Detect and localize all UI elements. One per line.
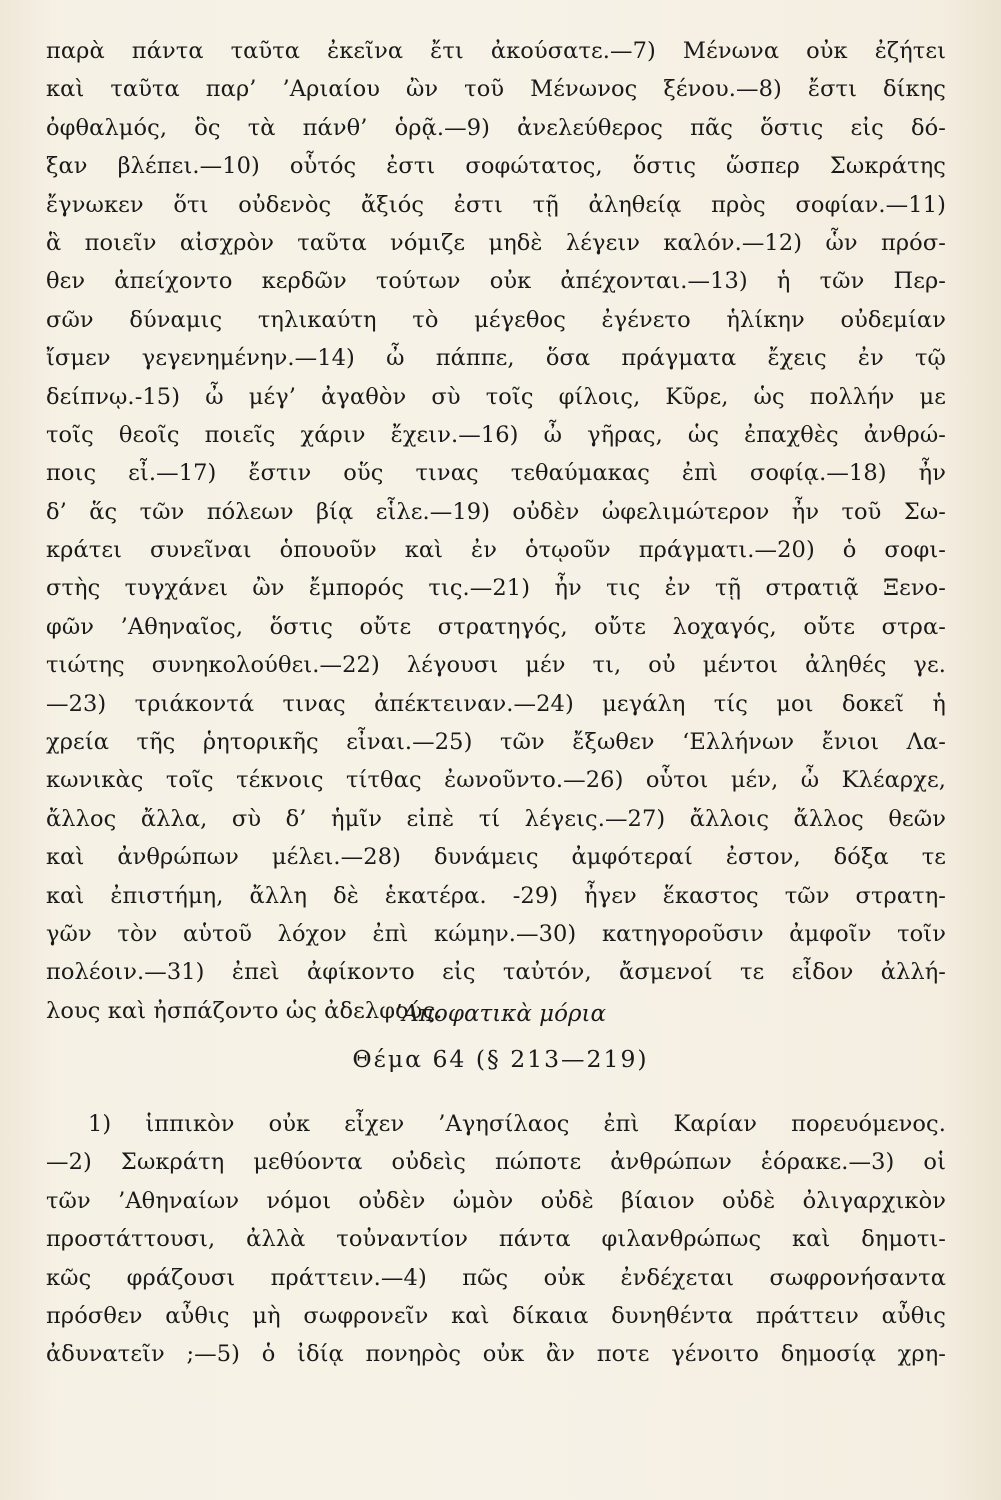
text-line: ἔγνωκεν ὅτι οὐδενὸς ἄξιός ἐστι τῇ ἀληθείᾳ πρὸς σοφίαν.—11) xyxy=(46,191,946,218)
text-line: τιώτης συνηκολούθει.—22) λέγουσι μέν τι, οὐ μέντοι ἀληθές γε. xyxy=(46,652,946,679)
text-line: παρὰ πάντα ταῦτα ἐκεῖνα ἔτι ἀκούσατε.—7) Μένωνα οὐκ ἐζήτει xyxy=(46,38,946,64)
text-line: κῶς φράζουσι πράττειν.—4) πῶς οὐκ ἐνδέχεται σωφρονήσαντα xyxy=(46,1264,946,1291)
text-line: πρόσθεν αὖθις μὴ σωφρονεῖν καὶ δίκαια δυνηθέντα πράττειν αὖθις xyxy=(46,1302,946,1329)
text-line: ὀφθαλμός, ὃς τὰ πάνθ’ ὁρᾷ.—9) ἀνελεύθερος πᾶς ὅστις εἰς δό- xyxy=(46,114,946,141)
text-line: καὶ ἀνθρώπων μέλει.—28) δυνάμεις ἀμφότεραί ἐστον, δόξα τε xyxy=(46,844,946,871)
text-line: ἄλλος ἄλλα, σὺ δ’ ἡμῖν εἰπὲ τί λέγεις.—27) ἄλλοις ἄλλος θεῶν xyxy=(46,805,946,832)
text-line: χρεία τῆς ῥητορικῆς εἶναι.—25) τῶν ἔξωθεν ‘Ελλήνων ἔνιοι Λα- xyxy=(46,729,946,756)
text-line: φῶν ’Αθηναῖος, ὅστις οὔτε στρατηγός, οὔτε λοχαγός, οὔτε στρα- xyxy=(46,613,946,640)
section-heading: ’Αποφατικὰ μόρια xyxy=(394,1001,607,1027)
text-line: στὴς τυγχάνει ὢν ἔμπορός τις.—21) ἦν τις ἐν τῇ στρατιᾷ Ξενο- xyxy=(46,575,946,602)
text-line: κωνικὰς τοῖς τέκνοις τίτθας ἐωνοῦντο.—26) οὗτοι μέν, ὦ Κλέαρχε, xyxy=(46,767,946,794)
text-line: θεν ἀπείχοντο κερδῶν τούτων οὐκ ἀπέχονται.—13) ἡ τῶν Περ- xyxy=(46,268,946,295)
text-line: καὶ ταῦτα παρ’ ’Αριαίου ὢν τοῦ Μένωνος ξένου.—8) ἔστι δίκης xyxy=(46,76,946,103)
text-line: τῶν ’Αθηναίων νόμοι οὐδὲν ὠμὸν οὐδὲ βίαιον οὐδὲ ὀλιγαρχικὸν xyxy=(46,1187,946,1214)
text-line: καὶ ἐπιστήμη, ἄλλη δὲ ἑκατέρα. -29) ἦγεν ἕκαστος τῶν στρατη- xyxy=(46,882,946,909)
text-line: πολέοιν.—31) ἐπεὶ ἀφίκοντο εἰς ταὐτόν, ἄσμενοί τε εἶδον ἀλλή- xyxy=(46,959,946,986)
theme-heading: Θέμα 64 (§ 213—219) xyxy=(352,1045,649,1073)
text-line: προστάττουσι, ἀλλὰ τοὐναντίον πάντα φιλανθρώπως καὶ δημοτι- xyxy=(46,1226,946,1253)
text-line: 1) ἱππικὸν οὐκ εἶχεν ’Αγησίλαος ἐπὶ Καρίαν πορευόμενος. xyxy=(88,1111,946,1137)
text-line: σῶν δύναμις τηλικαύτη τὸ μέγεθος ἐγένετο ἡλίκην οὐδεμίαν xyxy=(46,306,946,333)
text-line: δ’ ἅς τῶν πόλεων βίᾳ εἷλε.—19) οὐδὲν ὠφελιμώτερον ἦν τοῦ Σω- xyxy=(46,498,946,525)
text-line: ἃ ποιεῖν αἰσχρὸν ταῦτα νόμιζε μηδὲ λέγειν καλόν.—12) ὧν πρόσ- xyxy=(46,229,946,256)
text-line: ἀδυνατεῖν ;—5) ὁ ἰδίᾳ πονηρὸς οὐκ ἂν ποτε γένοιτο δημοσίᾳ χρη- xyxy=(46,1341,946,1368)
theme-text-block xyxy=(46,1105,946,1374)
text-line: λους καὶ ἠσπάζοντο ὡς ἀδελφούς. xyxy=(46,997,443,1024)
text-line: δείπνῳ.-15) ὦ μέγ’ ἀγαθὸν σὺ τοῖς φίλοις, Κῦρε, ὡς πολλήν με xyxy=(46,383,946,410)
exercise-text-block xyxy=(46,32,946,1030)
text-line: κράτει συνεῖναι ὁπουοῦν καὶ ἐν ὁτῳοῦν πράγματι.—20) ὁ σοφι- xyxy=(46,537,946,564)
text-line: —2) Σωκράτη μεθύοντα οὐδεὶς πώποτε ἀνθρώπων ἑόρακε.—3) οἱ xyxy=(46,1149,946,1176)
text-line: ξαν βλέπει.—10) οὗτός ἐστι σοφώτατος, ὅστις ὥσπερ Σωκράτης xyxy=(46,153,946,180)
text-line: ποις εἶ.—17) ἔστιν οὕς τινας τεθαύμακας ἐπὶ σοφίᾳ.—18) ἦν xyxy=(46,460,946,487)
text-line: τοῖς θεοῖς ποιεῖς χάριν ἔχειν.—16) ὦ γῆρας, ὡς ἐπαχθὲς ἀνθρώ- xyxy=(46,421,946,448)
text-line: γῶν τὸν αὑτοῦ λόχον ἐπὶ κώμην.—30) κατηγοροῦσιν ἀμφοῖν τοῖν xyxy=(46,920,946,947)
text-line: —23) τριάκοντά τινας ἀπέκτειναν.—24) μεγάλη τίς μοι δοκεῖ ἡ xyxy=(46,690,946,717)
text-line: ἴσμεν γεγενημένην.—14) ὦ πάππε, ὅσα πράγματα ἔχεις ἐν τῷ xyxy=(46,345,946,372)
